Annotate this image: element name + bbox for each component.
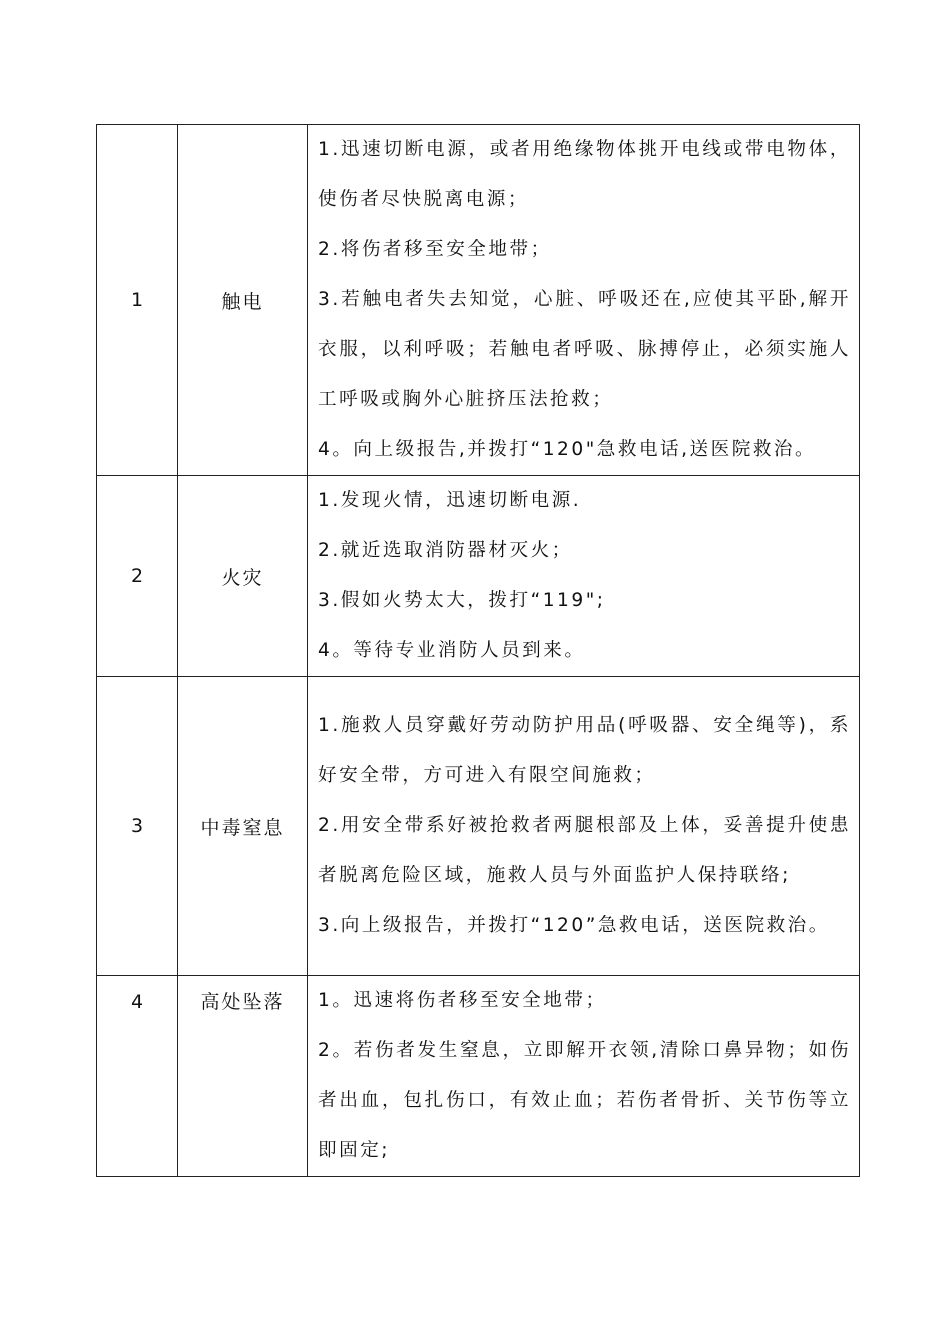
accident-type: 中毒窒息 — [178, 677, 308, 976]
table-row — [97, 476, 860, 677]
table-row — [97, 976, 860, 1177]
measure-step: 3.若触电者失去知觉，心脏、呼吸还在,应使其平卧,解开衣服，以利呼吸；若触电者呼吸、脉搏停止，必须实施人工呼吸或胸外心脏挤压法抢救； — [318, 289, 851, 410]
measures-cell — [308, 976, 860, 1177]
table-row — [97, 677, 860, 976]
row-number: 4 — [97, 976, 178, 1177]
measure-step: 1。迅速将伤者移至安全地带； — [318, 990, 607, 1011]
measure-step: 2.用安全带系好被抢救者两腿根部及上体，妥善提升使患者脱离危险区域，施救人员与外面监护人保持联络; — [318, 815, 851, 886]
measure-step: 2.将伤者移至安全地带； — [318, 239, 552, 260]
row-number: 1 — [97, 125, 178, 476]
accident-type: 触电 — [178, 125, 308, 476]
measure-step: 2。若伤者发生窒息，立即解开衣领,清除口鼻异物；如伤者出血，包扎伤口，有效止血；若伤者骨折、关节伤等立即固定; — [318, 1040, 851, 1161]
accident-type: 高处坠落 — [178, 976, 308, 1177]
measure-step: 2.就近选取消防器材灭火； — [318, 540, 573, 561]
measure-step: 4。向上级报告,并拨打“120"急救电话,送医院救治。 — [318, 439, 817, 460]
measures-cell — [308, 677, 860, 976]
row-number: 3 — [97, 677, 178, 976]
measures-cell — [308, 476, 860, 677]
measure-step: 1.发现火情，迅速切断电源. — [318, 490, 582, 511]
accident-type: 火灾 — [178, 476, 308, 677]
measure-step: 1.迅速切断电源，或者用绝缘物体挑开电线或带电物体，使伤者尽快脱离电源； — [318, 139, 851, 210]
measure-step: 3.假如火势太大，拨打“119"; — [318, 590, 606, 611]
table-row — [97, 125, 860, 476]
measure-step: 3.向上级报告，并拨打“120”急救电话，送医院救治。 — [318, 915, 830, 936]
emergency-measures-table — [96, 124, 860, 1177]
row-number: 2 — [97, 476, 178, 677]
measure-step: 1.施救人员穿戴好劳动防护用品(呼吸器、安全绳等)，系好安全带，方可进入有限空间施救； — [318, 715, 851, 786]
measure-step: 4。等待专业消防人员到来。 — [318, 640, 586, 661]
measures-cell — [308, 125, 860, 476]
